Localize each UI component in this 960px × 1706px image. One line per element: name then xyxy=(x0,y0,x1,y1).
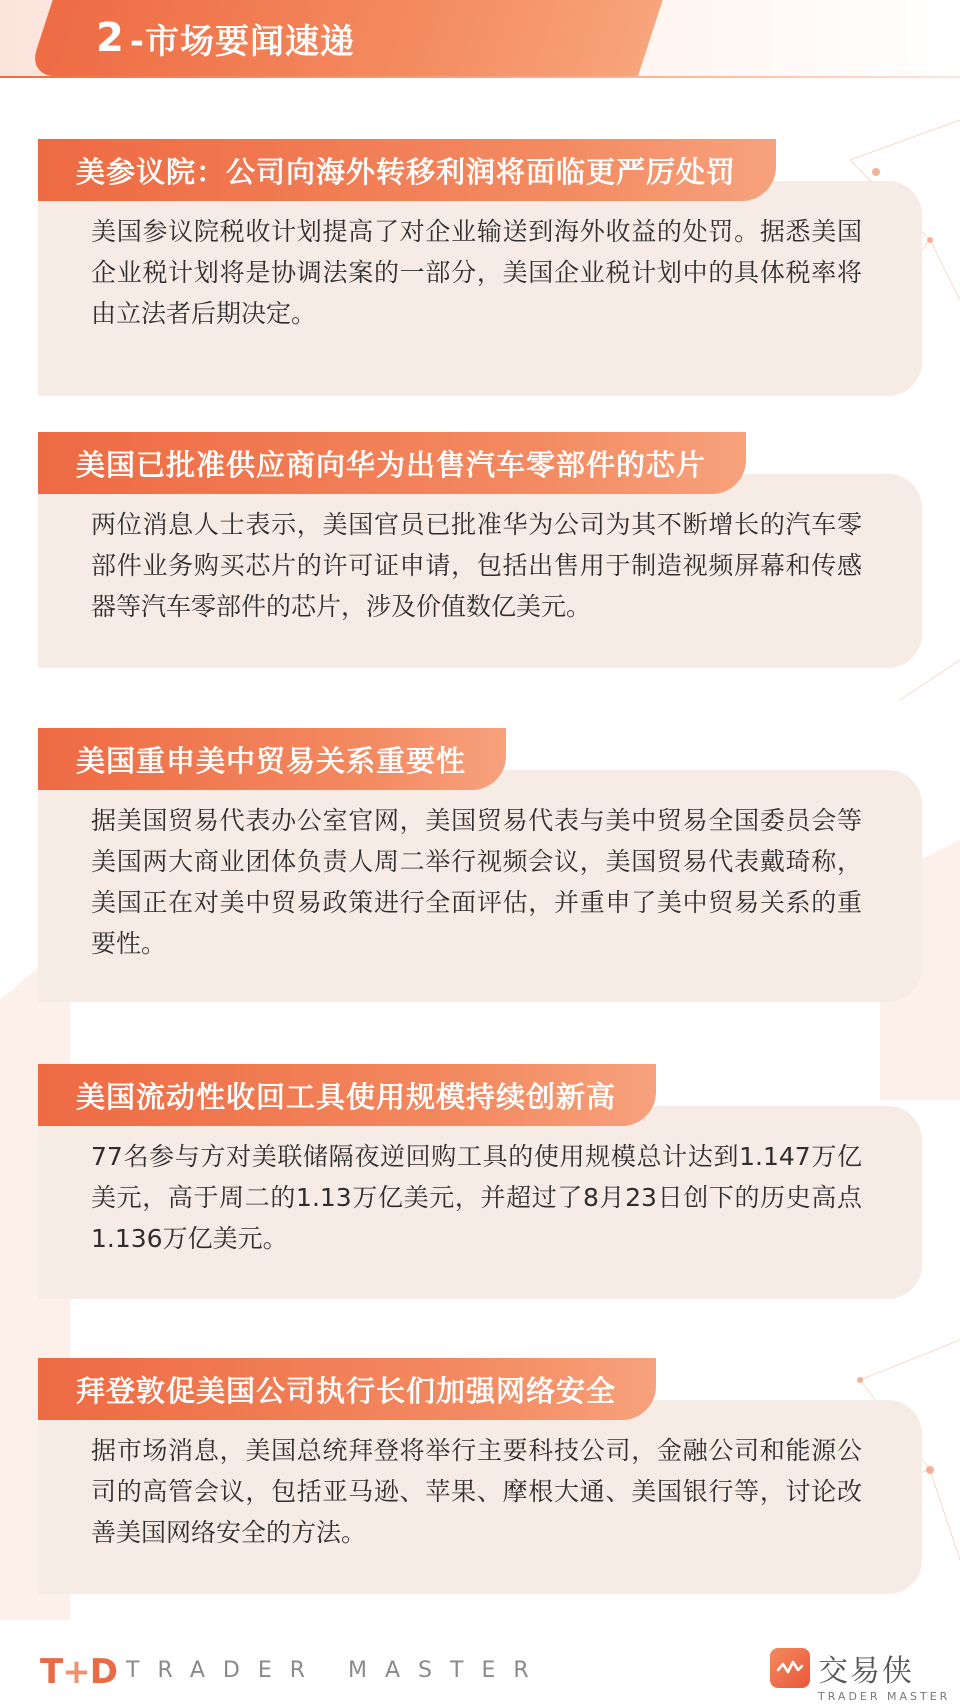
brand-name: 交易侠 xyxy=(818,1654,914,1689)
news-item xyxy=(38,728,922,1003)
footer xyxy=(0,1640,960,1706)
news-body: 据美国贸易代表办公室官网，美国贸易代表与美中贸易全国委员会等美国两大商业团体负责人周二举行视频会议，美国贸易代表戴琦称，美国正在对美中贸易政策进行全面评估，并重申了美中贸易关系的重要性。 xyxy=(91,806,862,958)
news-title: 拜登敦促美国公司执行长们加强网络安全 xyxy=(76,1373,617,1408)
news-title-tag xyxy=(38,728,506,790)
news-item xyxy=(38,1064,922,1299)
logo-plus: + xyxy=(62,1652,90,1692)
brand-subtitle: TRADER MASTER xyxy=(818,1690,951,1703)
news-body: 两位消息人士表示，美国官员已批准华为公司为其不断增长的汽车零部件业务购买芯片的许可证申请，包括出售用于制造视频屏幕和传感器等汽车零部件的芯片，涉及价值数亿美元。 xyxy=(91,510,862,621)
section-title xyxy=(96,10,355,66)
news-title: 美国流动性收回工具使用规模持续创新高 xyxy=(76,1079,617,1114)
news-title-tag xyxy=(38,1064,656,1126)
news-title-tag xyxy=(38,139,776,201)
news-card xyxy=(38,1106,922,1299)
section-number: 2 xyxy=(96,15,124,61)
news-card xyxy=(38,770,922,1002)
news-body: 据市场消息，美国总统拜登将举行主要科技公司，金融公司和能源公司的高管会议，包括亚马逊、苹果、摩根大通、美国银行等，讨论改善美国网络安全的方法。 xyxy=(91,1436,862,1547)
logo-letter-d: D xyxy=(89,1652,117,1692)
brand-logo xyxy=(770,1646,914,1690)
wave-chart-icon xyxy=(770,1648,810,1688)
news-card xyxy=(38,474,922,668)
news-body: 77名参与方对美联储隔夜逆回购工具的使用规模总计达到1.147万亿美元，高于周二的1.13万亿美元，并超过了8月23日创下的历史高点1.136万亿美元。 xyxy=(91,1142,862,1253)
news-card xyxy=(38,1400,922,1594)
news-title: 美参议院：公司向海外转移利润将面临更严厉处罚 xyxy=(76,154,737,189)
news-card xyxy=(38,181,922,396)
section-title-text: -市场要闻速递 xyxy=(129,21,355,62)
news-title: 美国已批准供应商向华为出售汽车零部件的芯片 xyxy=(76,447,707,482)
header-divider xyxy=(0,76,960,78)
news-item xyxy=(38,139,922,404)
news-title-tag xyxy=(38,432,746,494)
news-body: 美国参议院税收计划提高了对企业输送到海外收益的处罚。据悉美国企业税计划将是协调法案的一部分，美国企业税计划中的具体税率将由立法者后期决定。 xyxy=(91,217,862,328)
td-logo xyxy=(40,1652,117,1692)
news-title: 美国重申美中贸易关系重要性 xyxy=(76,743,467,778)
news-item xyxy=(38,432,922,668)
footer-tagline: TRADER MASTER xyxy=(126,1658,547,1683)
news-title-tag xyxy=(38,1358,656,1420)
news-item xyxy=(38,1358,922,1594)
logo-letter-t: T xyxy=(40,1652,63,1692)
